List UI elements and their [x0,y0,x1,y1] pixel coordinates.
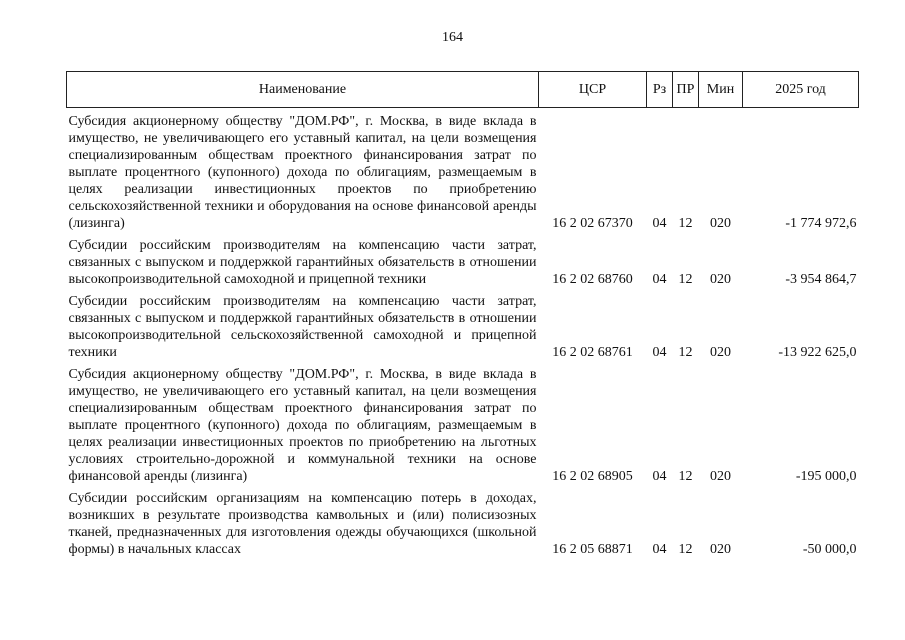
row-name: Субсидии российским производителям на компенсацию части затрат, связанных с выпуском и поддержкой гарантийных обязательств в отношении высокопроизводительной самоходной и прицепной техники [68,238,537,287]
row-pr: 12 [678,216,693,231]
table-row [67,485,859,558]
header-year: 2025 год [743,72,859,108]
row-min: 020 [710,542,731,557]
row-csr: 16 2 02 68760 [552,272,633,287]
table-row [67,361,859,485]
row-amount: -50 000,0 [802,542,857,557]
row-rz: 04 [652,469,667,484]
row-name: Субсидия акционерному обществу "ДОМ.РФ", г. Москва, в виде вклада в имущество, не увеличивающего его уставный капитал, на цели возмещения специализированным обществам проектного финансирования затрат по выплате процентного (купонного) дохода по облигациям, размещаемым в целях реализации инвестиционных проектов по приобретению на льготных условиях строительно-дорожной и коммунальной техники на основе финансовой аренды (лизинга) [68,367,537,484]
page-number: 164 [442,30,463,45]
header-rz: Рз [647,72,673,108]
row-rz: 04 [652,216,667,231]
header-pr: ПР [673,72,699,108]
header-min: Мин [699,72,743,108]
table-row [67,232,859,288]
header-csr: ЦСР [539,72,647,108]
row-name: Субсидии российским производителям на компенсацию части затрат, связанных с выпуском и поддержкой гарантийных обязательств в отношении высокопроизводительной сельскохозяйственной самоходной и прицепной техники [68,294,537,360]
budget-table [66,71,859,558]
row-csr: 16 2 02 68905 [552,469,633,484]
row-amount: -3 954 864,7 [785,272,857,287]
row-csr: 16 2 02 68761 [552,345,633,360]
row-min: 020 [710,469,731,484]
row-csr: 16 2 05 68871 [552,542,633,557]
table-header-row [67,72,859,108]
row-amount: -13 922 625,0 [778,345,857,360]
row-rz: 04 [652,542,667,557]
header-name: Наименование [67,72,539,108]
row-min: 020 [710,272,731,287]
table-row [67,108,859,233]
row-pr: 12 [678,542,693,557]
row-amount: -1 774 972,6 [785,216,857,231]
row-min: 020 [710,216,731,231]
row-pr: 12 [678,345,693,360]
row-pr: 12 [678,272,693,287]
row-pr: 12 [678,469,693,484]
row-amount: -195 000,0 [795,469,857,484]
row-name: Субсидия акционерному обществу "ДОМ.РФ", г. Москва, в виде вклада в имущество, не увеличивающего его уставный капитал, на цели возмещения специализированным обществам проектного финансирования затрат по выплате процентного (купонного) дохода по облигациям, размещаемым в целях реализации инвестиционных проектов по приобретению сельскохозяйственной техники и оборудования на основе финансовой аренды (лизинга) [68,114,537,231]
row-min: 020 [710,345,731,360]
row-csr: 16 2 02 67370 [552,216,633,231]
table-row [67,288,859,361]
row-rz: 04 [652,272,667,287]
row-name: Субсидии российским организациям на компенсацию потерь в доходах, возникших в результате производства камвольных и (или) полисизозных тканей, предназначенных для изготовления одежды обучающихся (школьной формы) в начальных классах [68,491,537,557]
row-rz: 04 [652,345,667,360]
